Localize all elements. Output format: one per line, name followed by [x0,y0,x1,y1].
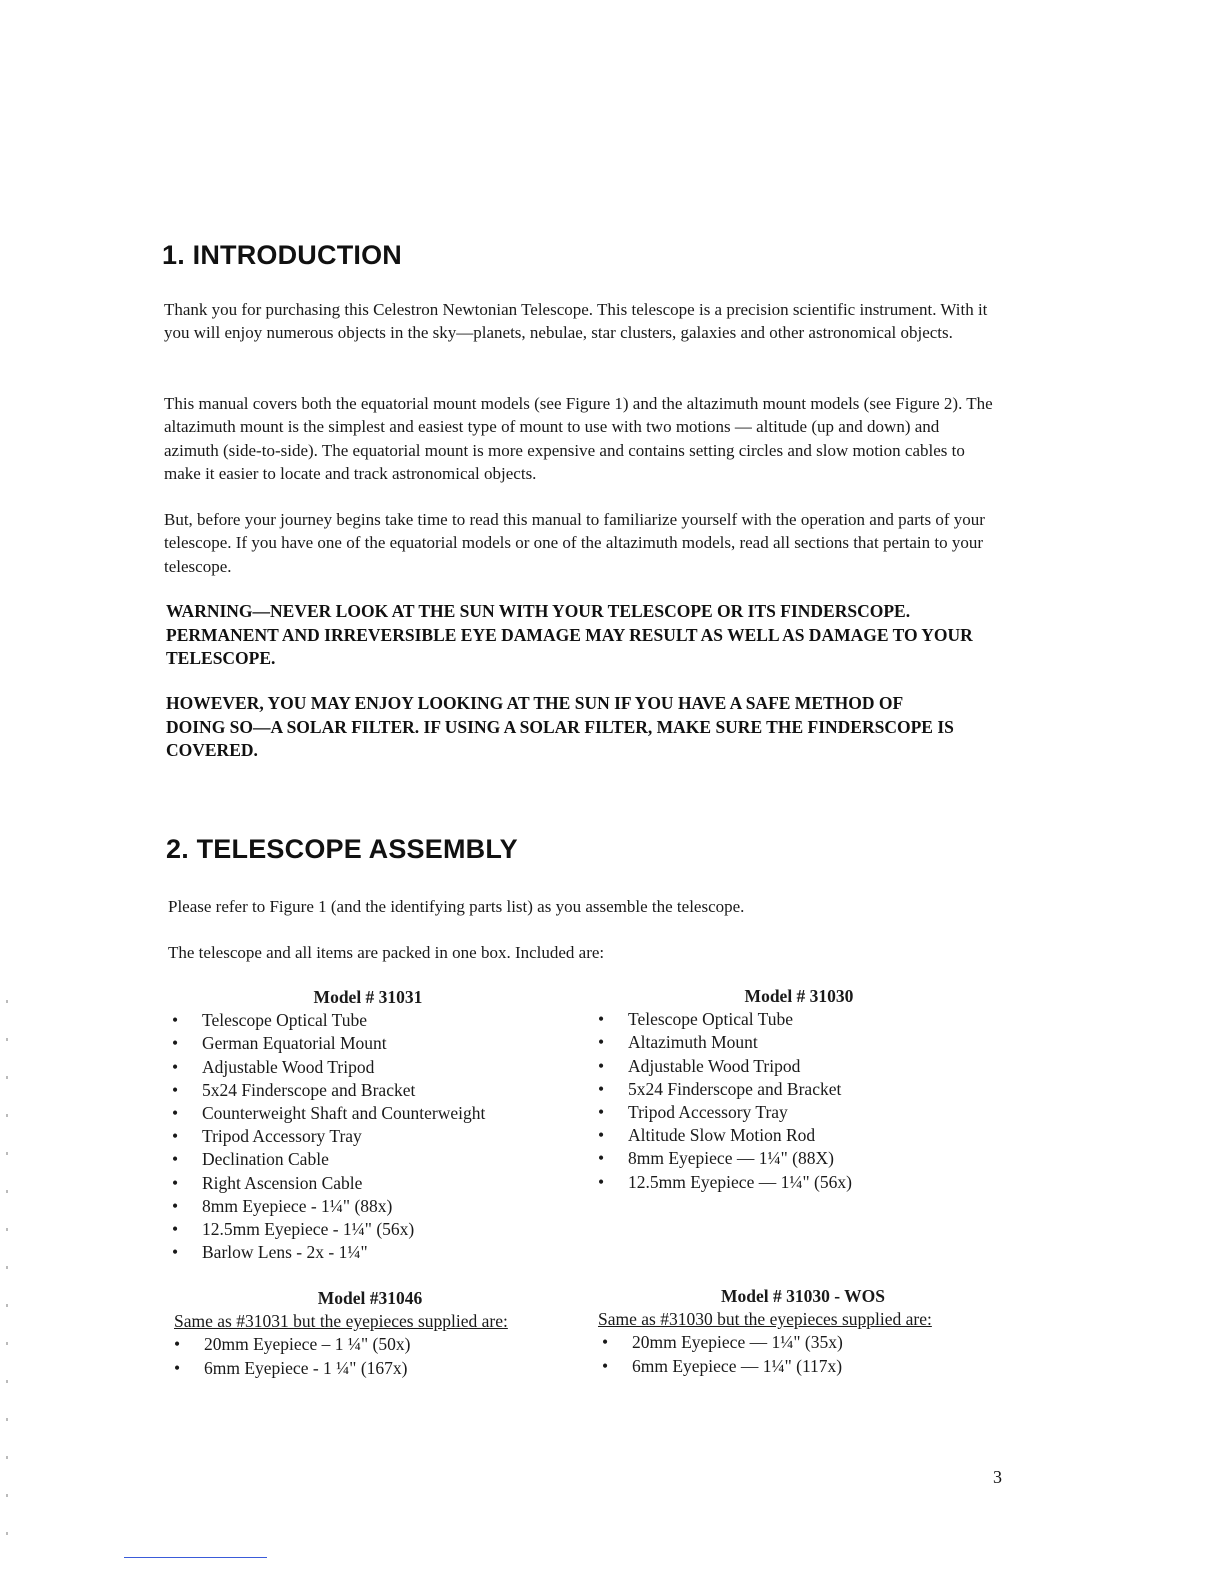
assembly-paragraph-1: Please refer to Figure 1 (and the identifying parts list) as you assemble the telescope. [168,897,745,916]
model-31030-wos-list [598,1331,1008,1377]
list-item: • 6mm Eyepiece — 1¼" (117x) [598,1355,1008,1378]
sun-warning: WARNING—NEVER LOOK AT THE SUN WITH YOUR TELESCOPE OR ITS FINDERSCOPE. PERMANENT AND IRREVERSIBLE EYE DAMAGE MAY RESULT AS WELL AS DAMAGE TO YOUR TELESCOPE. [166,601,973,668]
model-31030-block [594,985,1004,1194]
telescope-assembly-heading: 2. TELESCOPE ASSEMBLY [166,834,518,864]
model-31030-title: Model # 31030 [744,986,854,1006]
list-item: • 5x24 Finderscope and Bracket [168,1079,568,1102]
list-item: • Adjustable Wood Tripod [594,1055,1004,1078]
model-31046-list [170,1333,570,1379]
list-item: • Telescope Optical Tube [594,1008,1004,1031]
model-31030-wos-title: Model # 31030 - WOS [721,1286,885,1306]
list-item: • German Equatorial Mount [168,1032,568,1055]
introduction-heading: 1. INTRODUCTION [162,240,403,270]
list-item: • Altazimuth Mount [594,1031,1004,1054]
list-item: • 8mm Eyepiece — 1¼" (88X) [594,1147,1004,1170]
list-item: • 20mm Eyepiece — 1¼" (35x) [598,1331,1008,1354]
list-item: • 6mm Eyepiece - 1 ¼" (167x) [170,1357,570,1380]
list-item: • 12.5mm Eyepiece - 1¼" (56x) [168,1218,568,1241]
model-31031-block [168,986,568,1264]
list-item: • Declination Cable [168,1148,568,1171]
list-item: • Telescope Optical Tube [168,1009,568,1032]
list-item: • 20mm Eyepiece – 1 ¼" (50x) [170,1333,570,1356]
list-item: • Tripod Accessory Tray [594,1101,1004,1124]
model-31046-block [170,1287,570,1380]
model-31030-list [594,1008,1004,1194]
list-item: • Altitude Slow Motion Rod [594,1124,1004,1147]
model-31046-subtitle: Same as #31031 but the eyepieces supplied are: [174,1311,508,1332]
model-31046-title: Model #31046 [317,1288,423,1308]
assembly-paragraph-2: The telescope and all items are packed in one box. Included are: [168,943,605,962]
intro-paragraph-3: But, before your journey begins take time to read this manual to familiarize yourself with the operation and parts of your telescope. If you have one of the equatorial models or one of the altazimuth models, read all sections that pertain to your telescope. [164,510,985,576]
scan-edge-line [124,1557,267,1558]
intro-paragraph-2: This manual covers both the equatorial mount models (see Figure 1) and the altazimuth mount models (see Figure 2). The altazimuth mount is the simplest and easiest type of mount to use with two motions — altitude (up and down) and azimuth (side-to-side). The equatorial mount is more expensive and contains setting circles and slow motion cables to make it easier to locate and track astronomical objects. [164,394,993,483]
model-31031-list [168,1009,568,1264]
list-item: • Right Ascension Cable [168,1172,568,1195]
list-item: • 8mm Eyepiece - 1¼" (88x) [168,1195,568,1218]
list-item: • Barlow Lens - 2x - 1¼" [168,1241,568,1264]
model-31031-title: Model # 31031 [313,987,423,1007]
scan-edge-marks [6,1000,8,1540]
list-item: • 12.5mm Eyepiece — 1¼" (56x) [594,1171,1004,1194]
page-number: 3 [993,1467,1002,1487]
list-item: • 5x24 Finderscope and Bracket [594,1078,1004,1101]
model-31030-wos-subtitle: Same as #31030 but the eyepieces supplied are: [598,1309,932,1330]
intro-paragraph-1: Thank you for purchasing this Celestron Newtonian Telescope. This telescope is a precision scientific instrument. With it you will enjoy numerous objects in the sky—planets, nebulae, star clusters, galaxies and other astronomical objects. [164,300,988,343]
list-item: • Adjustable Wood Tripod [168,1056,568,1079]
model-31030-wos-block [598,1285,1008,1378]
solar-filter-note: HOWEVER, YOU MAY ENJOY LOOKING AT THE SUN IF YOU HAVE A SAFE METHOD OF DOING SO—A SOLAR FILTER. IF USING A SOLAR FILTER, MAKE SURE THE FINDERSCOPE IS COVERED. [166,693,954,760]
list-item: • Counterweight Shaft and Counterweight [168,1102,568,1125]
list-item: • Tripod Accessory Tray [168,1125,568,1148]
